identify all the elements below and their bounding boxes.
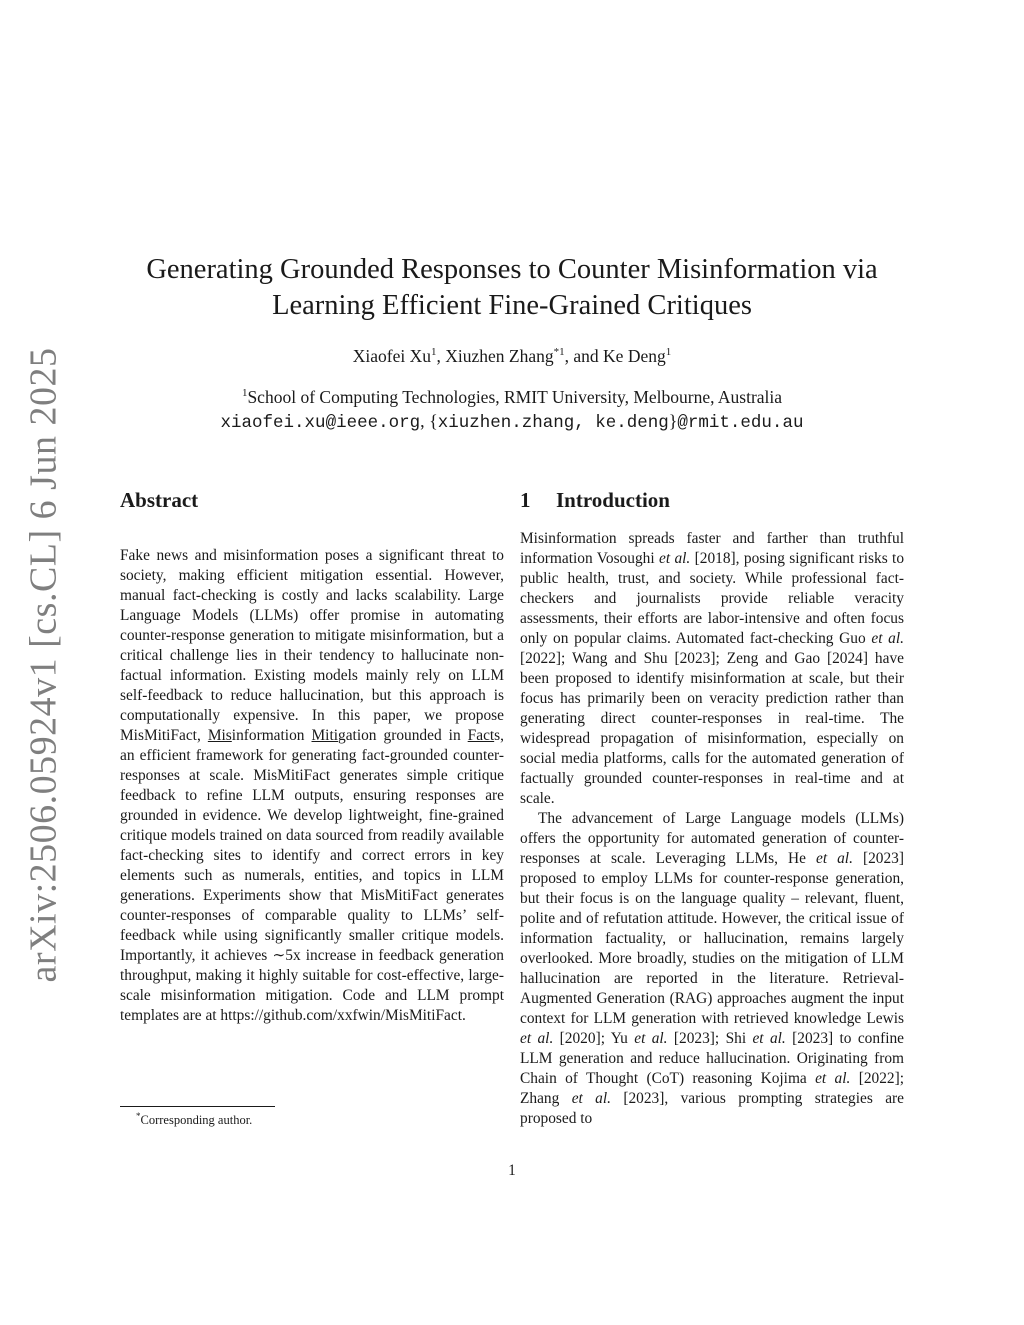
arxiv-identifier-stamp <box>4 347 82 983</box>
author-name: Xiaofei Xu <box>352 346 432 366</box>
footnote-mark: * <box>136 1111 141 1121</box>
email-address[interactable]: xiaofei.xu@ieee.org <box>220 413 421 433</box>
footnote-divider <box>120 1106 275 1107</box>
paper-title <box>100 252 924 324</box>
paragraph-segment: Misinformation spreads faster and farther than truthful information Vosoughi <box>520 530 904 567</box>
email-brace-close: } <box>668 411 678 431</box>
author-name: Ke Deng <box>603 346 666 366</box>
abstract-acronym-underline: Fact <box>467 727 495 744</box>
section-title: Introduction <box>556 488 670 512</box>
paragraph-segment: [2023]; Shi <box>667 1030 753 1047</box>
citation-etal: et al. <box>815 1070 851 1087</box>
abstract-segment: information <box>231 727 312 744</box>
code-repository-link[interactable]: https://github.com/xxfwin/MisMitiFact <box>220 1007 462 1024</box>
paragraph-segment: [2023], various prompting strategies are proposed to <box>520 1090 904 1127</box>
author-separator: , <box>436 346 446 366</box>
introduction-heading <box>520 484 904 516</box>
section-number: 1 <box>520 488 531 512</box>
email-separator: , <box>420 411 425 431</box>
author-affiliation-mark: *1 <box>553 346 565 358</box>
intro-paragraph-1 <box>520 529 904 809</box>
footnote <box>136 1111 252 1129</box>
paragraph-segment: [2022]; Wang and Shu [2023]; Zeng and Gao [2024] have been proposed to identify misinformation at scale, but their focus has primarily been on veracity prediction rather than generating direct counter-responses in real-time. The widespread propagation of misinformation, especially on social media platforms, calls for the automated generation of factually grounded counter-responses in real-time and at scale. <box>520 650 904 807</box>
left-column <box>120 484 504 1026</box>
author-list <box>100 344 924 368</box>
author-affiliation-mark: 1 <box>665 346 672 358</box>
affiliation-text: School of Computing Technologies, RMIT University, Melbourne, Australia <box>247 387 783 407</box>
citation-etal: et al. <box>815 850 853 867</box>
page-number: 1 <box>508 1162 516 1179</box>
paragraph-segment: [2020]; Yu <box>553 1030 635 1047</box>
author-name: Xiuzhen Zhang <box>445 346 554 366</box>
abstract-heading: Abstract <box>120 488 199 512</box>
paragraph-segment: The advancement of Large Language models (LLMs) offers the opportunity for automated generation of counter-responses at scale. Leveraging LLMs, He <box>520 810 904 867</box>
email-domain: @rmit.edu.au <box>677 413 804 433</box>
abstract-segment: gation grounded in <box>338 727 468 744</box>
affiliation <box>100 385 924 409</box>
arxiv-identifier-text: arXiv:2506.05924v1 [cs.CL] 6 Jun 2025 <box>22 347 65 983</box>
citation-etal: et al. <box>571 1090 611 1107</box>
abstract-segment: s, an efficient framework for generating fact-grounded counter-responses at scale. MisMitiFact generates simple critique feedback to refine LLM outputs, ensuring responses are grounded in evidence. We develop lightweight, fine-grained critique models trained on data sourced from readily available fact-checking sites to identify and correct errors in key elements such as numerals, entities, and topics in LLM generations. Experiments show that MisMitiFact generates counter-responses of comparable quality to LLMs’ self-feedback while using significantly smaller critique models. Importantly, it achieves ∼5x increase in feedback generation throughput, making it highly suitable for cost-effective, large-scale misinformation mitigation. Code and LLM prompt templates are at <box>120 727 505 1024</box>
citation-etal: et al. <box>871 630 904 647</box>
author-separator: , and <box>564 346 604 366</box>
author-affiliation-mark: 1 <box>431 346 437 358</box>
author-emails <box>100 409 924 435</box>
citation-etal: et al. <box>634 1030 668 1047</box>
email-group[interactable]: xiuzhen.zhang, ke.deng <box>437 413 669 433</box>
paragraph-segment: [2023] proposed to employ LLMs for counter-response generation, but their focus is on the language quality – relevant, fluent, polite and of refutation attitude. However, the critical issue of information factuality, or hallucination, remains largely overlooked. More broadly, studies on the mitigation of LLM hallucination are reported in the literature. Retrieval-Augmented Generation (RAG) approaches augment the input context for LLM generation with retrieved knowledge Lewis <box>520 850 904 1027</box>
abstract-segment: . <box>461 1007 466 1024</box>
right-column <box>520 484 904 1129</box>
citation-etal: et al. <box>658 550 691 567</box>
paragraph-segment: [2023] to confine LLM generation and reduce hallucination. Originating from Chain of Thought (CoT) reasoning Kojima <box>520 1030 905 1087</box>
affiliation-mark: 1 <box>241 387 248 399</box>
footnote-text: Corresponding author. <box>140 1113 253 1127</box>
abstract-acronym-underline: Miti <box>311 727 339 744</box>
abstract-text <box>120 546 504 1026</box>
intro-paragraph-2 <box>520 809 904 1129</box>
citation-etal: et al. <box>752 1030 786 1047</box>
title-line-2: Learning Efficient Fine-Grained Critiques <box>272 290 752 321</box>
abstract-segment: Fake news and misinformation poses a significant threat to society, making efficient mitigation essential. However, manual fact-checking is costly and lacks scalability. Large Language Models (LLMs) offer promise in automating counter-response generation to mitigate misinformation, but a critical challenge lies in their tendency to hallucinate non-factual information. Existing models mainly rely on LLM self-feedback to reduce hallucination, but this approach is computationally expensive. In this paper, we propose MisMitiFact, <box>120 547 504 744</box>
paragraph-segment: [2022]; Zhang <box>520 1070 905 1107</box>
paragraph-segment: [2018], posing significant risks to public health, trust, and society. While professional fact-checkers and journalists provide reliable veracity assessments, their efforts are labor-intensive and often focus only on popular claims. Automated fact-checking Guo <box>520 550 905 647</box>
email-brace-open: { <box>429 411 438 431</box>
citation-etal: et al. <box>520 1030 554 1047</box>
title-line-1: Generating Grounded Responses to Counter Misinformation via <box>146 254 878 285</box>
abstract-acronym-underline: Mis <box>207 727 232 744</box>
